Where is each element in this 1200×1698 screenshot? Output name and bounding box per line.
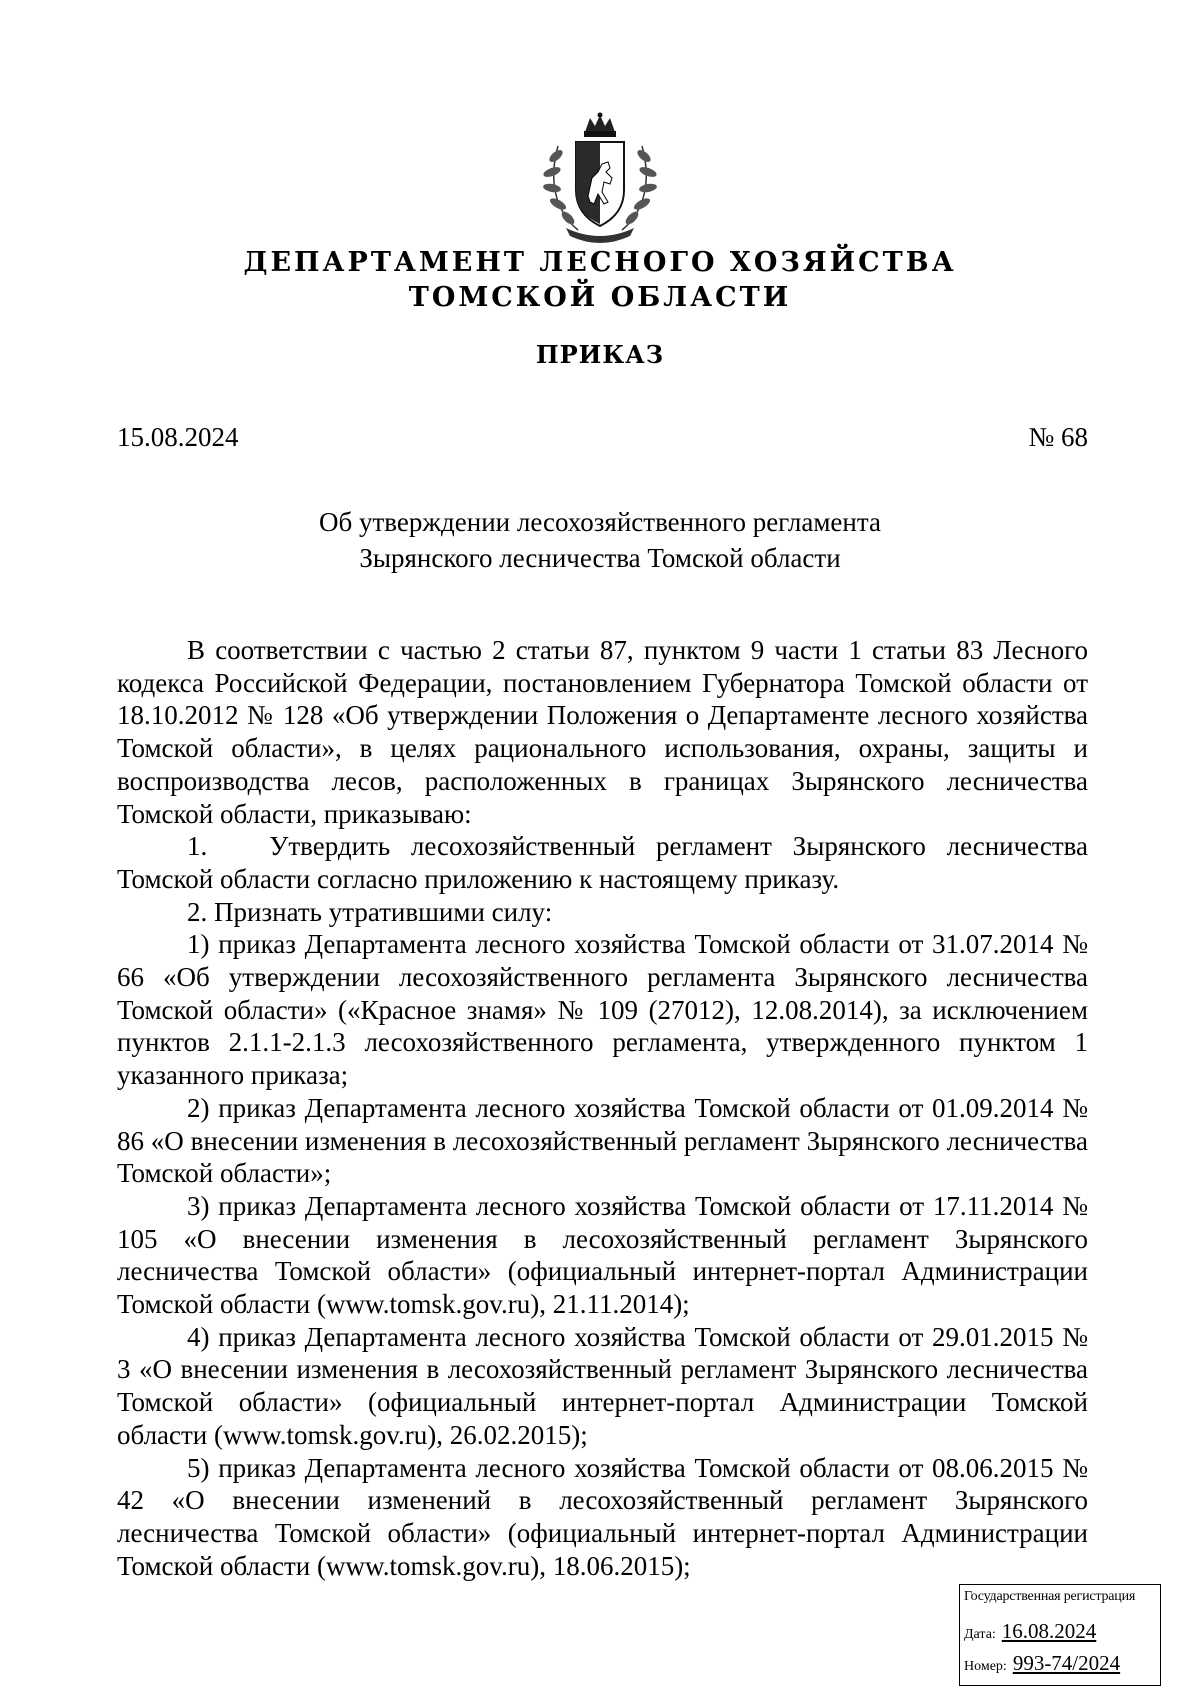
subitem-1-paragraph: 1) приказ Департамента лесного хозяйства Томской области от 31.07.2014 № 66 «Об утверждении лесохозяйственного регламента Зырянского лесничества Томской области» («Красное знамя» № 109 (27012), 12.08.2014), за исключением пунктов 2.1.1-2.1.3 лесохозяйственного регламента, утвержденного пунктом 1 указанного приказа;	[117, 929, 1088, 1091]
stamp-title: Государственная регистрация	[964, 1589, 1136, 1604]
item-1-text: Утвердить лесохозяйственный регламент Зырянского лесничества Томской области согласно приложению к настоящему приказу.	[117, 831, 1088, 894]
subitem-4-paragraph: 4) приказ Департамента лесного хозяйства Томской области от 29.01.2015 № 3 «О внесении изменения в лесохозяйственный регламент Зырянского лесничества Томской области» (официальный интернет-портал Администрации Томской области (www.tomsk.gov.ru), 26.02.2015);	[117, 1321, 1088, 1450]
stamp-date-value: 16.08.2024	[1001, 1619, 1097, 1643]
organization-name-line1: ДЕПАРТАМЕНТ ЛЕСНОГО ХОЗЯЙСТВА	[243, 247, 957, 278]
preamble-paragraph: В соответствии с частью 2 статьи 87, пунктом 9 части 1 статьи 83 Лесного кодекса Российской Федерации, постановлением Губернатора Томской области от 18.10.2012 № 128 «Об утверждении Положения о Департаменте лесного хозяйства Томской области», в целях рационального использования, охраны, защиты и воспроизводства лесов, расположенных в границах Зырянского лесничества Томской области, приказываю:	[117, 635, 1088, 829]
subject-line2: Зырянского лесничества Томской области	[359, 543, 841, 573]
order-subject	[0, 504, 1200, 576]
organization-name-line2: ТОМСКОЙ ОБЛАСТИ	[408, 282, 792, 313]
subitem-2-paragraph: 2) приказ Департамента лесного хозяйства Томской области от 01.09.2014 № 86 «О внесении изменения в лесохозяйственный регламент Зырянского лесничества Томской области»;	[117, 1092, 1088, 1189]
item-2-paragraph: 2. Признать утратившими силу:	[187, 896, 553, 927]
item-1-paragraph	[117, 830, 1088, 895]
order-number: № 68	[1028, 422, 1088, 452]
item-1-number: 1.	[187, 831, 208, 862]
document-type: ПРИКАЗ	[535, 340, 665, 369]
subitem-3-paragraph: 3) приказ Департамента лесного хозяйства Томской области от 17.11.2014 № 105 «О внесении изменения в лесохозяйственный регламент Зырянского лесничества Томской области» (официальный интернет-портал Администрации Томской области (www.tomsk.gov.ru), 21.11.2014);	[117, 1190, 1088, 1320]
stamp-number-label: Номер:	[964, 1659, 1007, 1674]
coat-of-arms-icon	[538, 112, 662, 248]
order-body	[117, 634, 1088, 1582]
order-date: 15.08.2024	[117, 422, 239, 452]
stamp-date-label: Дата:	[964, 1627, 996, 1642]
stamp-date-row	[964, 1619, 1096, 1644]
stamp-number-value: 993-74/2024	[1012, 1651, 1121, 1675]
registration-stamp	[959, 1584, 1161, 1686]
stamp-number-row	[964, 1651, 1120, 1676]
subject-line1: Об утверждении лесохозяйственного регламента	[319, 507, 881, 537]
subitem-5-paragraph: 5) приказ Департамента лесного хозяйства Томской области от 08.06.2015 № 42 «О внесении изменений в лесохозяйственный регламент Зырянского лесничества Томской области» (официальный интернет-портал Администрации Томской области (www.tomsk.gov.ru), 18.06.2015);	[117, 1452, 1088, 1581]
